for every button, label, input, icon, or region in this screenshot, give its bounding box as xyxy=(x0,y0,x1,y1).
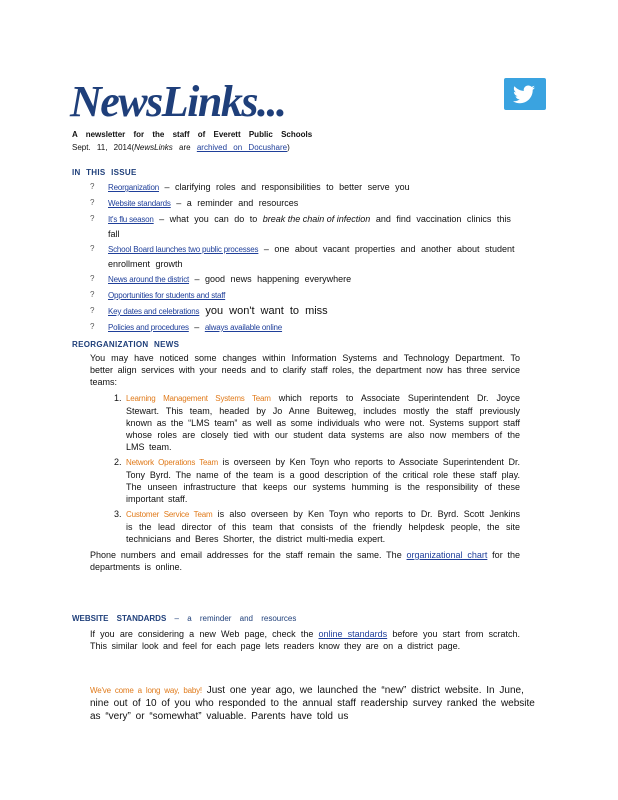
toc-link-always-online[interactable]: always available online xyxy=(204,323,283,332)
toc-link-school-board[interactable]: School Board launches two public processes xyxy=(108,245,259,254)
team-text: which reports to Associate Superintendent Dr. Joyce Stewart. This team, headed by Jo Anne Buiteweg, includes mostly the staff previously known as the “LMS team” as well as some individuals who were not. Systems support staff whose roles are closely tied with our student data systems are also now members of the LMS team. xyxy=(126,393,520,452)
team-name: Learning Management Systems Team xyxy=(126,394,271,403)
toc-item xyxy=(90,242,520,271)
toc-item xyxy=(90,180,520,195)
toc-desc: and find vaccination clinics this fall xyxy=(108,214,511,239)
toc-desc: you won't want to miss xyxy=(199,305,328,317)
toc-link-policies[interactable]: Policies and procedures xyxy=(108,323,189,332)
bullet: ? xyxy=(90,214,95,223)
website-heading-title: WEBSITE STANDARDS xyxy=(72,614,167,623)
toc-link-news-around[interactable]: News around the district xyxy=(108,275,190,284)
bullet: ? xyxy=(90,306,95,315)
team-item xyxy=(126,456,520,505)
toc-link-reorganization[interactable]: Reorganization xyxy=(108,183,160,192)
website-heading xyxy=(72,614,296,623)
publication-name: NewsLinks xyxy=(134,143,173,152)
team-text: is overseen by Ken Toyn who reports to Associate Superintendent Dr. Tony Byrd. The name of the team is a good description of the critical role these staff play. The unseen infrastructure that keeps our systems humming is the responsibility of these important staff. xyxy=(126,457,520,504)
toc-list xyxy=(90,180,520,336)
reorg-heading: REORGANIZATION NEWS xyxy=(72,340,180,349)
tagline: A newsletter for the staff of Everett Public Schools xyxy=(72,130,313,139)
toc-item xyxy=(90,196,520,211)
toc-desc: – a reminder and resources xyxy=(170,198,299,208)
issue-date: Sept. 11, 2014 xyxy=(72,143,132,152)
toc-item xyxy=(90,272,520,287)
bullet: ? xyxy=(90,244,95,253)
bullet: ? xyxy=(90,182,95,191)
reorg-intro: You may have noticed some changes within Information Systems and Technology Department. To better align services with your needs and to clarify staff roles, the department now has three service teams: xyxy=(90,353,520,387)
toc-link-key-dates[interactable]: Key dates and celebrations xyxy=(108,307,200,316)
team-name: Network Operations Team xyxy=(126,458,219,467)
toc-heading: IN THIS ISSUE xyxy=(72,168,137,177)
team-item xyxy=(126,508,520,545)
bullet: ? xyxy=(90,290,95,299)
toc-link-website-standards[interactable]: Website standards xyxy=(108,199,171,208)
bullet: ? xyxy=(90,274,95,283)
website-text: If you are considering a new Web page, check the xyxy=(90,629,319,639)
toc-desc: – xyxy=(188,322,205,332)
toc-item xyxy=(90,304,520,319)
dateline xyxy=(72,143,290,152)
toc-item xyxy=(90,212,520,241)
team-list xyxy=(90,392,520,545)
team-name: Customer Service Team xyxy=(126,510,213,519)
toc-desc: – one about vacant properties and another about student enrollment growth xyxy=(108,244,515,269)
reorg-outro xyxy=(90,549,520,573)
dateline-are: are xyxy=(172,143,197,152)
website-body xyxy=(90,628,520,652)
toc-desc: – what you can do to xyxy=(153,214,263,224)
website-text: before you start from scratch. This similar look and feel for each page lets readers know they are on a district page. xyxy=(90,629,520,651)
toc-item xyxy=(90,288,520,303)
toc-desc-italic: break the chain of infection xyxy=(262,214,371,224)
masthead-title: NewsLinks... xyxy=(70,77,286,126)
bullet: ? xyxy=(90,198,95,207)
dateline-paren-close: ) xyxy=(287,143,290,152)
org-chart-link[interactable]: organizational chart xyxy=(406,550,488,560)
bullet: ? xyxy=(90,322,95,331)
toc-desc: – good news happening everywhere xyxy=(189,274,352,284)
twitter-button[interactable] xyxy=(504,78,546,110)
toc-desc: – clarifying roles and responsibilities to better serve you xyxy=(159,182,410,192)
reorg-body xyxy=(90,352,520,573)
website-subhead: – a reminder and resources xyxy=(166,614,297,623)
long-way-section xyxy=(90,684,540,723)
online-standards-link[interactable]: online standards xyxy=(318,629,388,639)
outro-text: for the departments is online. xyxy=(90,550,521,572)
outro-text: Phone numbers and email addresses for the staff remain the same. The xyxy=(90,550,407,560)
long-way-text: Just one year ago, we launched the “new” district website. In June, nine out of 10 of you who responded to the annual staff readership survey ranked the website as “very” or “somewhat” valuable. Parents have told us xyxy=(90,685,535,722)
toc-item xyxy=(90,320,520,335)
team-text: is also overseen by Ken Toyn who reports to Dr. Byrd. Scott Jenkins is the lead director of this team that consists of the friendly helpdesk people, the site technicians and Beres Shorter, the district multi-media expert. xyxy=(126,509,521,544)
archive-link[interactable]: archived on Docushare xyxy=(196,143,288,152)
team-item xyxy=(126,392,520,453)
toc-link-opportunities[interactable]: Opportunities for students and staff xyxy=(108,291,226,300)
toc-link-flu-season[interactable]: It's flu season xyxy=(108,215,154,224)
twitter-bird-icon xyxy=(504,78,546,110)
long-way-heading: We've come a long way, baby! xyxy=(90,686,202,695)
dateline-paren-open: ( xyxy=(131,143,135,152)
